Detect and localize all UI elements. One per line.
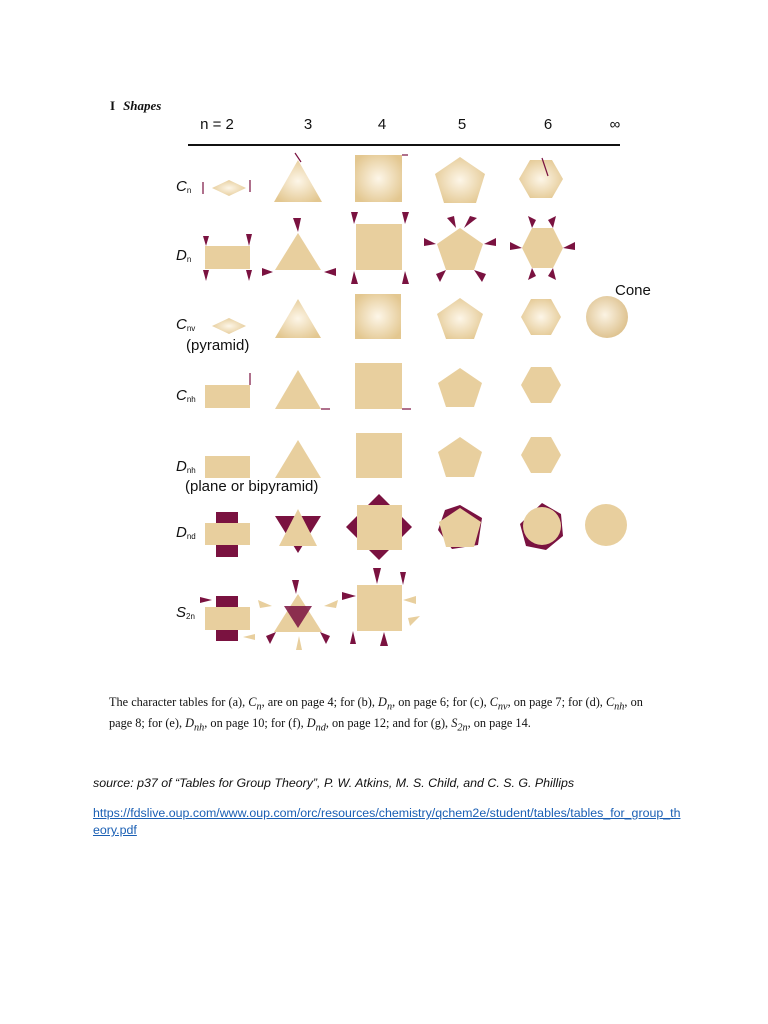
dnd6-disc [523, 507, 561, 545]
cn2-lens [212, 180, 246, 196]
dn2-flag [203, 270, 209, 281]
dn6-hexagon [522, 228, 563, 268]
s2n4-flag [408, 616, 420, 626]
dn6-flag [510, 242, 522, 250]
s2n3-flag [296, 636, 302, 650]
cone [586, 296, 628, 338]
dnd2-rect [205, 523, 250, 545]
dn6-flag [528, 268, 536, 280]
cn-shapes [203, 153, 563, 203]
dn4-flag [351, 212, 358, 224]
dn6-flag [563, 242, 575, 250]
s2n4-flag [350, 631, 356, 644]
section-title: Shapes [123, 98, 162, 113]
dn5-pentagon [437, 228, 483, 270]
s2n3-flag [292, 580, 299, 594]
dn4-flag [402, 212, 409, 224]
column-header-5: 5 [457, 116, 467, 133]
s2n4-flag [400, 572, 406, 585]
dn-shapes [203, 212, 575, 284]
dn5-flag [424, 238, 436, 246]
s2n-shapes [200, 568, 420, 650]
cn5-pentagon [435, 157, 485, 203]
dnh4-square [356, 433, 402, 478]
dn4-flag [402, 271, 409, 284]
column-header-3: 3 [303, 116, 313, 133]
dn5-flag [474, 270, 486, 282]
row-label-s2n: $S_{2n}$ [176, 604, 195, 621]
dnh6-hexagon [521, 437, 561, 473]
dnd-shapes [205, 494, 627, 560]
cnh2-rect [205, 385, 250, 408]
cnh4-square [355, 363, 402, 409]
s2n2-flag [200, 597, 212, 603]
s2n3-flag [320, 632, 330, 644]
dn5-flag [464, 216, 477, 228]
cn4-square [355, 155, 402, 202]
dn2-flag [246, 270, 252, 281]
dn3-flag [324, 268, 336, 276]
s2n4-square [357, 585, 402, 631]
cnh-shapes [205, 363, 561, 409]
source-citation: source: p37 of “Tables for Group Theory”, P. W. Atkins, M. S. Child, and C. S. G. Phillips [93, 776, 575, 790]
cnh6-hexagon [521, 367, 561, 403]
s2n3-flag [266, 632, 276, 644]
cone-caption: Cone [615, 282, 651, 299]
s2n3-flag [258, 600, 272, 608]
dn3-flag [293, 218, 301, 232]
cnv3-pyramid [275, 299, 321, 338]
dnh3-triangle [275, 440, 321, 478]
s2n4-flag [403, 596, 416, 604]
dn3-flag [262, 268, 273, 276]
s2n4-flag [342, 592, 356, 600]
dn4-square [356, 224, 402, 270]
cnv-shapes [212, 294, 628, 339]
column-header-6: 6 [543, 116, 553, 133]
row-label-cn: $C_n$ [176, 178, 192, 195]
dn2-flag [203, 236, 209, 246]
dn5-flag [484, 238, 496, 246]
column-header-infinity: ∞ [609, 116, 621, 133]
dn5-flag [447, 216, 456, 228]
cnv2-lens [212, 318, 246, 334]
dn2-flag [246, 234, 252, 246]
cnv4-pyramid [355, 294, 401, 339]
s2n4-flag [380, 632, 388, 646]
cn6-hexagon [519, 160, 563, 198]
column-header-4: 4 [377, 116, 387, 133]
dn5-flag [436, 270, 446, 282]
dnd4-square [357, 505, 402, 550]
dnh-shapes [205, 433, 561, 478]
s2n2-flag [243, 634, 255, 640]
column-header-2: n = 2 [200, 116, 234, 133]
source-link[interactable]: https://fdslive.oup.com/www.oup.com/orc/resources/chemistry/qchem2e/student/tables/tables_for_group_theory.pdf [93, 806, 681, 837]
dn3-triangle [275, 233, 321, 270]
cnh5-pentagon [438, 368, 482, 407]
pyramid-caption: (pyramid) [186, 337, 250, 354]
dn6-flag [548, 216, 556, 228]
dnd-infinity-disc [585, 504, 627, 546]
cn3-pyramid [274, 160, 322, 202]
dn6-flag [528, 216, 536, 228]
row-label-cnh: $C_{nh}$ [176, 387, 196, 404]
cnv6-pyramid [521, 299, 561, 335]
dn2-rect [205, 246, 250, 269]
s2n2-rect [205, 607, 250, 630]
bipyramid-caption: (plane or bipyramid) [185, 478, 319, 495]
cnv5-pyramid [437, 298, 483, 339]
row-label-dn: $D_n$ [176, 247, 192, 264]
figure-note: The character tables for (a), $C_n$, are on page 4; for (b), $D_n$, on page 6; for (c), $C_{nv}$, on page 7; for (d), $C_{nh}$, on page 8; for (e), $D_{nh}$, on page 10; for (f), $D_{nd}$, on page 12; and for (g), $S_{2n}$, on page 14. [109, 695, 643, 734]
row-label-dnh: $D_{nh}$ [176, 458, 196, 475]
row-label-dnd: $D_{nd}$ [176, 524, 196, 541]
s2n4-flag [373, 568, 381, 584]
s2n3-flag [324, 600, 338, 608]
dnh5-pentagon [438, 437, 482, 477]
row-label-cnv: $C_{nv}$ [176, 316, 196, 333]
dn6-flag [548, 268, 556, 280]
dnh2-rect [205, 456, 250, 478]
dn4-flag [351, 271, 358, 284]
section-number: I [110, 98, 116, 113]
cnh3-triangle [275, 370, 321, 409]
